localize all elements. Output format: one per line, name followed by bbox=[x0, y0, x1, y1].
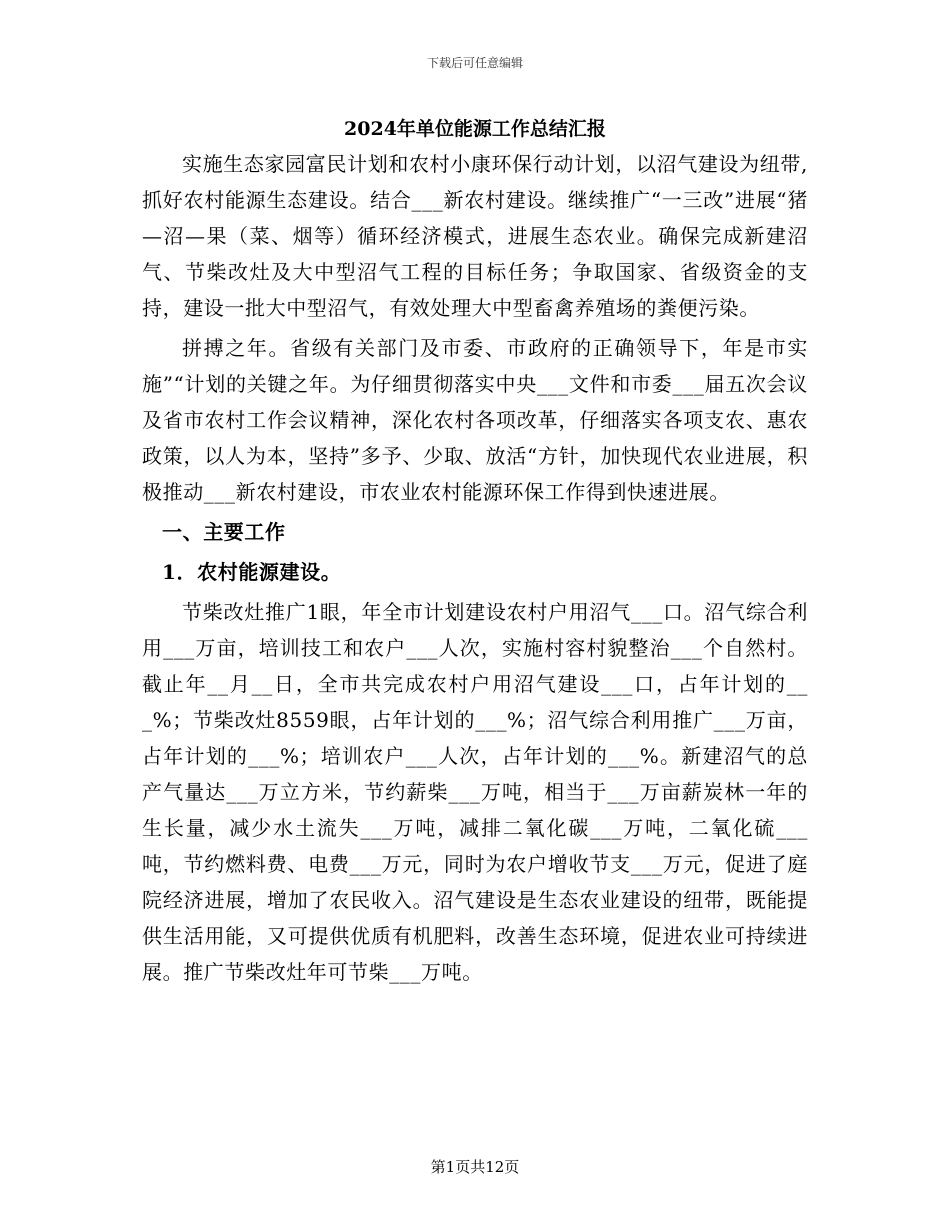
header-note: 下载后可任意编辑 bbox=[426, 56, 523, 70]
paragraph-rural-energy: 节柴改灶推广1眼，年全市计划建设农村户用沼气___口。沼气综合利用___万亩，培训技工和农户___人次，实施村容村貌整治___个自然村。截止年__月__日，全市共完成农村户用沼气建设___口，占年计划的___%；节柴改灶8559眼，占年计划的___%；沼气综合利用推广___万亩，占年计划的___%；培训农户___人次，占年计划的___%。新建沼气的总产气量达___万立方米，节约薪柴___万吨，相当于___万亩薪炭林一年的生长量，减少水土流失___万吨，减排二氧化碳___万吨，二氧化硫___吨，节约燃料费、电费___万元，同时为农户增收节支___万元，促进了庭院经济进展，增加了农民收入。沼气建设是生态农业建设的纽带，既能提供生活用能，又可提供优质有机肥料，改善生态环境，促进农业可持续进展。推广节柴改灶年可节柴___万吨。 bbox=[142, 600, 808, 984]
page-footer: 第1页共12页 bbox=[430, 1158, 520, 1176]
document-title: 2024年单位能源工作总结汇报 bbox=[344, 118, 606, 140]
paragraph-context: 拼搏之年。省级有关部门及市委、市政府的正确领导下，年是市实施”“计划的关键之年。为仔细贯彻落实中央___文件和市委___届五次会议及省市农村工作会议精神，深化农村各项改革，仔细落实各项支农、惠农政策，以人为本，坚持”多予、少取、放活“方针，加快现代农业进展，积极推动___新农村建设，市农业农村能源环保工作得到快速进展。 bbox=[142, 336, 808, 504]
paragraph-intro: 实施生态家园富民计划和农村小康环保行动计划，以沼气建设为纽带,抓好农村能源生态建设。结合___新农村建设。继续推广“一三改”进展“猪—沼—果（菜、烟等）循环经济模式，进展生态农业。确保完成新建沼气、节柴改灶及大中型沼气工程的目标任务；争取国家、省级资金的支持，建设一批大中型沼气，有效处理大中型畜禽养殖场的粪便污染。 bbox=[142, 152, 808, 320]
subsection-heading-rural-energy: 1．农村能源建设。 bbox=[162, 560, 342, 584]
section-heading-main-work: 一、主要工作 bbox=[162, 520, 286, 544]
document-body bbox=[142, 146, 808, 990]
